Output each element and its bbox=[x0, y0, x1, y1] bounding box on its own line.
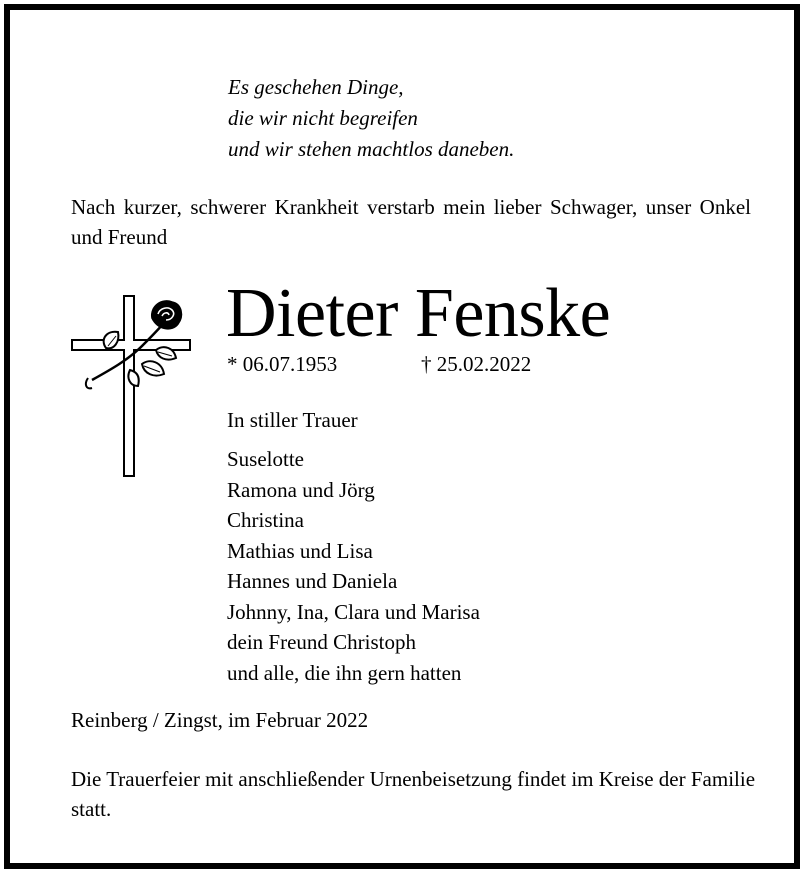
obituary-frame bbox=[4, 4, 800, 869]
poem-line: die wir nicht begreifen bbox=[228, 106, 418, 130]
intro-text: Nach kurzer, schwerer Krankheit verstarb mein lieber Schwager, unser Onkel und Freund bbox=[71, 195, 751, 249]
death-date: † 25.02.2022 bbox=[421, 352, 532, 376]
mourner-name: Hannes und Daniela bbox=[227, 569, 398, 593]
mourners-list bbox=[227, 444, 480, 688]
service-note: Die Trauerfeier mit anschließender Urnenbeisetzung findet im Kreise der Familie statt. bbox=[71, 767, 756, 821]
obituary-content bbox=[20, 20, 794, 863]
poem-line: und wir stehen machtlos daneben. bbox=[228, 137, 515, 161]
mourner-name: und alle, die ihn gern hatten bbox=[227, 660, 462, 685]
poem bbox=[228, 72, 514, 165]
mourner-name: Johnny, Ina, Clara und Marisa bbox=[227, 599, 480, 624]
cross-with-rose-icon bbox=[70, 288, 200, 478]
mourning-label: In stiller Trauer bbox=[227, 408, 358, 432]
birth-date: * 06.07.1953 bbox=[227, 352, 338, 376]
mourner-name: Mathias und Lisa bbox=[227, 538, 373, 563]
place-and-date: Reinberg / Zingst, im Februar 2022 bbox=[71, 708, 369, 732]
mourner-name: dein Freund Christoph bbox=[227, 630, 416, 654]
mourner-name: Suselotte bbox=[227, 447, 304, 471]
poem-line: Es geschehen Dinge, bbox=[228, 75, 404, 99]
mourner-name: Ramona und Jörg bbox=[227, 477, 375, 502]
mourner-name: Christina bbox=[227, 508, 304, 532]
deceased-name: Dieter Fenske bbox=[226, 275, 611, 352]
